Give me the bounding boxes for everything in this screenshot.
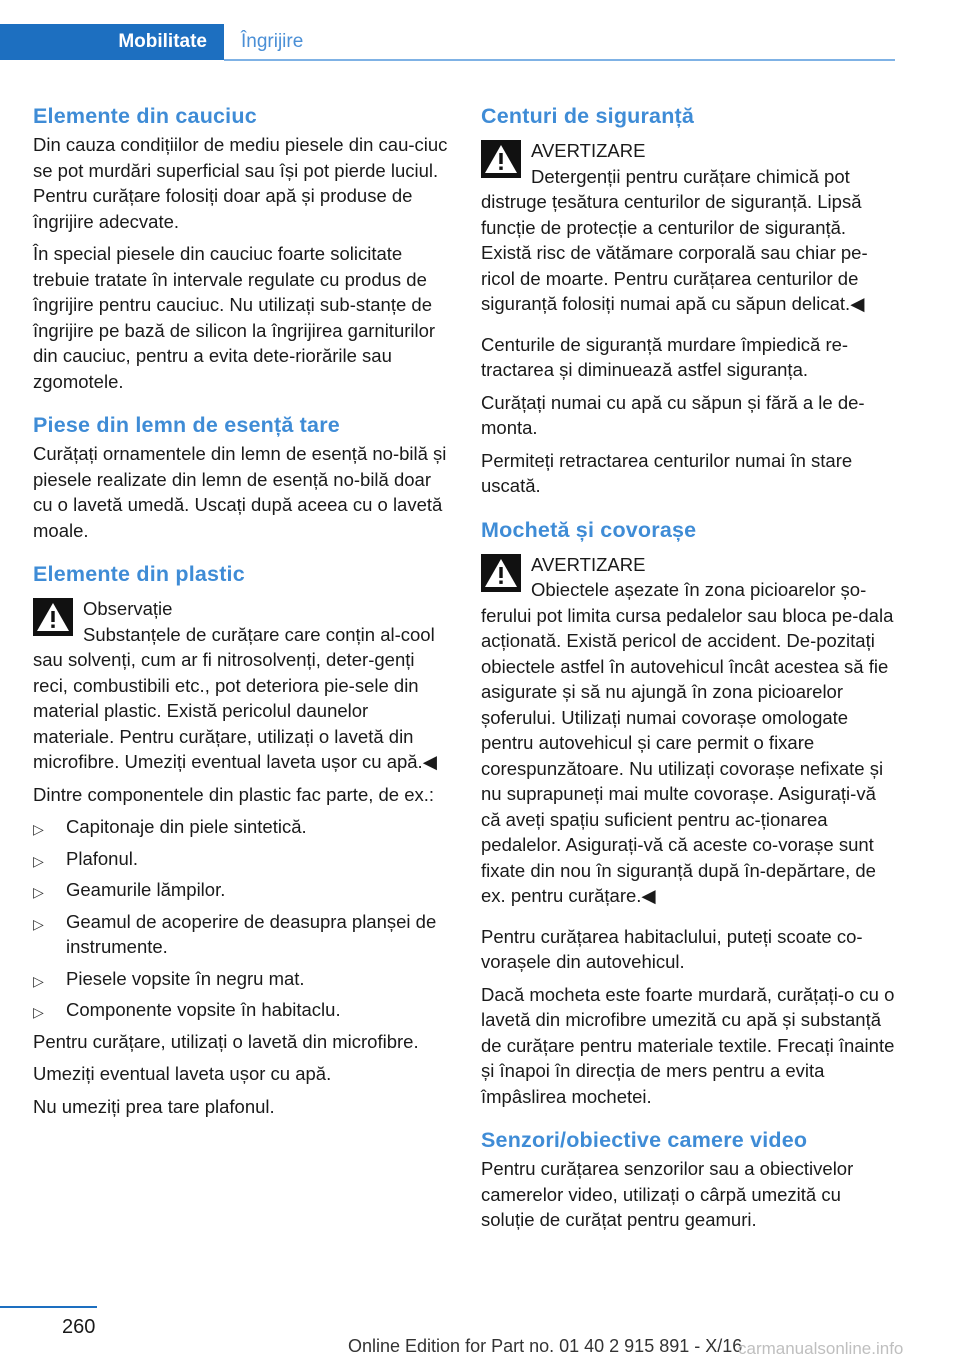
page-number: 260 <box>62 1316 96 1338</box>
carpet-paragraph-1: Pentru curățarea habitaclului, puteți scoate co-vorașele din autovehicul. <box>481 925 863 972</box>
page-header <box>0 0 895 62</box>
list-item: ▷ Plafonul. <box>33 846 448 872</box>
bullet-triangle-icon: ▷ <box>33 852 44 869</box>
seatbelt-paragraph-3: Permiteți retractarea centurilor numai în stare uscată. <box>481 449 853 496</box>
tab-mobilitate[interactable]: Mobilitate <box>0 24 224 60</box>
rubber-paragraph-2: În special piesele din cauciuc foarte solicitate trebuie tratate în intervale regulate cu produs de îngrijire pentru cauciuc. Nu utilizați sub-stanțe de îngrijire pe bază de silicon la îngrijirea garniturilor din cauciuc, pentru a evita dete-riorările sau zgomotele. <box>33 243 436 392</box>
section-title-sensors: Senzori/obiective camere video <box>481 1128 808 1152</box>
list-item: ▷ Piesele vopsite în negru mat. <box>33 966 448 992</box>
carpet-warning <box>481 552 896 909</box>
sensors-paragraph-1: Pentru curățarea senzorilor sau a obiectivelor camerelor video, utilizați o cârpă umezită cu soluție de curățat pentru geamuri. <box>481 1158 854 1230</box>
bullet-triangle-icon: ▷ <box>33 821 44 837</box>
bullet-triangle-icon: ▷ <box>33 915 44 932</box>
rubber-paragraph-1: Din cauza condițiilor de mediu piesele din cau-ciuc se pot murdări superficial sau își pot pierde luciul. Pentru curățare folosiți doar apă și produse de îngrijire adecvate. <box>33 134 448 232</box>
carpet-warning-body: Obiectele așezate în zona picioarelor șo-ferului pot limita cursa pedalelor sau bloca pe-dala acționată. Există pericol de accident. De-pozitați obiectele astfel în autovehicul încât acestea să fie asigurate și să nu ajungă în zona picioarelor șoferului. Utilizați numai covorașe omologate pentru autovehicul și care permit o fixare corespunzătoare. Nu utilizați covorașe nefixate și nu suprapuneți mai multe covorașe. Asigurați-vă că aveți spațiu suficient pentru ac-ționarea pedalelor. Asigurați-vă că aceste co-vorașe sunt fixate din nou în siguranță după în-depărtare, de ex. pentru curățare.◀ <box>481 579 894 906</box>
tab-ingrijire[interactable]: Îngrijire <box>241 31 304 52</box>
carpet-paragraph-2: Dacă mocheta este foarte murdară, curățați-o cu o lavetă din microfibre umezită cu apă și substanță de curățare pentru materiale textile. Frecați înainte și înapoi în direcția de mers pentru a evita împâslirea mochetei. <box>481 983 895 1107</box>
header-divider <box>224 59 895 61</box>
plastic-components-list <box>33 814 448 1023</box>
seatbelt-warning-body: Detergenții pentru curățare chimică pot distruge țesătura centurilor de siguranță. Lipsă funcție de protecție a centurilor de siguranță. Există risc de vătămare corporală sau chiar pe-ricol de moarte. Pentru curățarea centurilor de siguranță folosiți numai apă cu săpun delicat.◀ <box>481 165 868 314</box>
section-title-carpets: Mochetă și covorașe <box>481 517 697 542</box>
list-item: ▷ Capitonaje din piele sintetică. <box>33 814 448 840</box>
list-item: ▷ Geamurile lămpilor. <box>33 877 448 903</box>
section-title-hardwood: Piese din lemn de esență tare <box>33 413 340 437</box>
plastic-paragraph-1: Dintre componentele din plastic fac parte, de ex.: <box>33 783 435 805</box>
seatbelt-warning <box>481 138 896 317</box>
plastic-notice-title: Observație <box>83 598 173 619</box>
plastic-paragraph-2: Pentru curățare, utilizați o lavetă din microfibre. <box>33 1030 419 1052</box>
plastic-paragraph-3: Umeziți eventual laveta ușor cu apă. <box>33 1063 332 1084</box>
section-title-plastic: Elemente din plastic <box>33 562 245 586</box>
carpet-warning-title: AVERTIZARE <box>531 553 646 575</box>
plastic-notice-body: Substanțele de curățare care conțin al-cool sau solvenți, cum ar fi nitrosolvenți, deter-genți reci, combustibili etc., pot deteriora pie-sele din material plastic. Există pericolul daunelor materiale. Pentru curățare, utilizați o lavetă din microfibre. Umeziți eventual laveta ușor cu apă.◀ <box>33 623 437 772</box>
watermark-text: carmanualsonline.info <box>738 1339 904 1358</box>
list-item: ▷ Geamul de acoperire de deasupra planșei de instrumente. <box>33 910 437 957</box>
bullet-triangle-icon: ▷ <box>33 972 44 989</box>
seatbelt-paragraph-1: Centurile de siguranță murdare împiedică re-tractarea și diminuează astfel siguranța. <box>481 333 849 380</box>
warning-triangle-icon <box>481 140 521 178</box>
warning-triangle-icon <box>481 554 521 592</box>
warning-triangle-icon <box>33 598 73 636</box>
hardwood-paragraph-1: Curățați ornamentele din lemn de esență no-bilă și piesele realizate din lemn de esență no-bilă doar cu o lavetă umedă. Uscați după aceea cu o lavetă moale. <box>33 443 447 541</box>
right-column <box>481 100 896 1233</box>
bullet-triangle-icon: ▷ <box>33 884 44 900</box>
bullet-triangle-icon: ▷ <box>33 1004 44 1020</box>
plastic-paragraph-4: Nu umeziți prea tare plafonul. <box>33 1095 275 1117</box>
plastic-notice <box>33 596 448 775</box>
seatbelt-warning-title: AVERTIZARE <box>531 140 646 161</box>
edition-text: Online Edition for Part no. 01 40 2 915 891 - X/16 <box>348 1336 743 1356</box>
seatbelt-paragraph-2: Curățați numai cu apă cu săpun și fără a le de-monta. <box>481 391 865 438</box>
left-column <box>33 100 448 1119</box>
section-title-rubber: Elemente din cauciuc <box>33 104 257 128</box>
list-item: ▷ Componente vopsite în habitaclu. <box>33 997 448 1023</box>
section-title-seatbelts: Centuri de siguranță <box>481 104 695 128</box>
footer-divider <box>0 1306 97 1308</box>
